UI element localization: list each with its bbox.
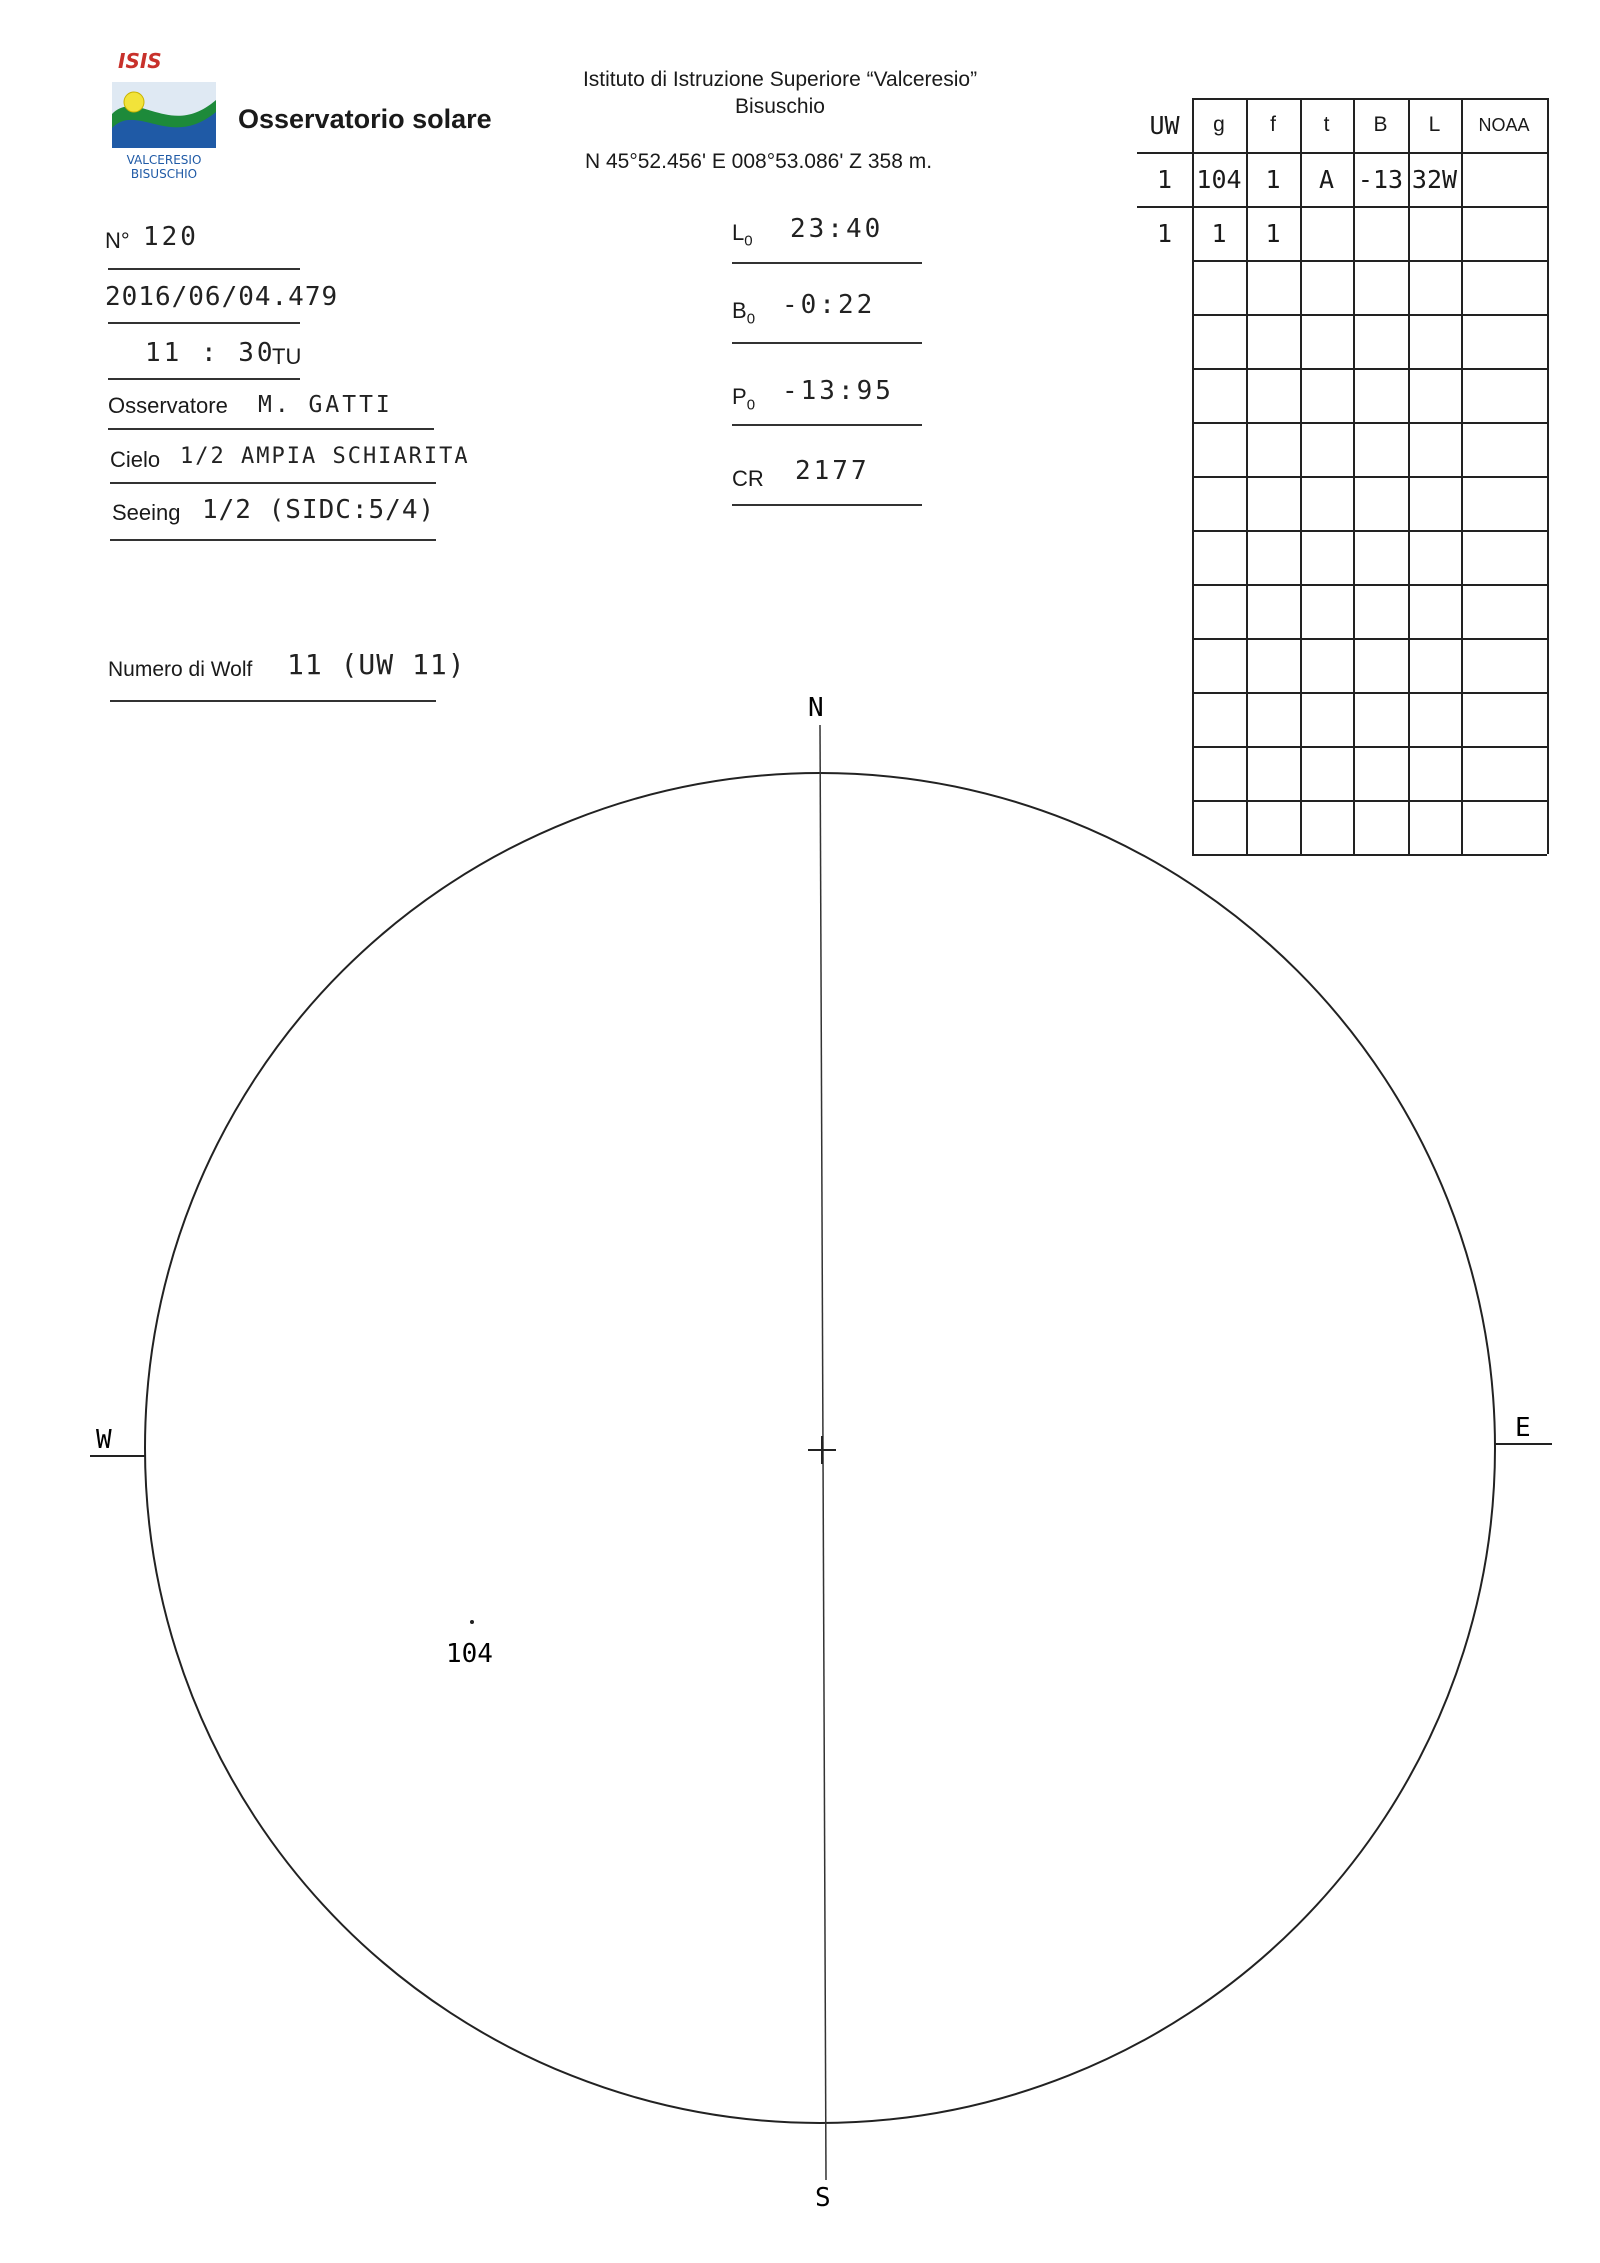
table-total-cell: 1	[1211, 218, 1227, 248]
p0-value: -13:95	[782, 376, 894, 406]
observer-value: M. GATTI	[258, 392, 393, 418]
sunspot-group-104	[470, 1620, 474, 1624]
south-label: S	[815, 2183, 831, 2213]
table-cell: 1	[1156, 164, 1173, 194]
table-header-f: f	[1270, 113, 1276, 136]
seeing-label: Seeing	[112, 500, 181, 525]
north-label: N	[808, 693, 824, 723]
b0-label-text: B	[732, 298, 747, 323]
observatory-coordinates: N 45°52.456' E 008°53.086' Z 358 m.	[585, 150, 933, 173]
table-cell: 104	[1196, 164, 1242, 194]
observation-date: 2016/06/04.479	[105, 282, 339, 312]
solar-disk-outline	[145, 773, 1495, 2123]
sky-value: 1/2 AMPIA SCHIARITA	[180, 444, 470, 469]
table-header-g: g	[1213, 113, 1225, 136]
observer-label: Osservatore	[108, 393, 228, 418]
cr-value: 2177	[795, 456, 870, 486]
table-cell: -13	[1357, 164, 1404, 194]
time-unit: TU	[272, 344, 302, 369]
l0-value: 23:40	[790, 214, 884, 244]
logo-caption-2: BISUSCHIO	[130, 167, 198, 181]
institute-line-2: Bisuschio	[735, 95, 825, 118]
logo-wordmark: ISIS	[118, 52, 162, 73]
number-label: N°	[105, 228, 130, 253]
wolf-value: 11 (UW 11)	[287, 648, 466, 681]
table-header-t: t	[1323, 113, 1330, 136]
logo-caption-1: VALCERESIO	[126, 153, 202, 167]
seeing-value: 1/2 (SIDC:5/4)	[202, 495, 436, 525]
table-cell: 1	[1265, 164, 1281, 194]
table-cell: A	[1318, 164, 1335, 194]
table-cell: 32W	[1411, 164, 1458, 194]
number-value: 120	[143, 222, 199, 252]
table-header-l: L	[1428, 113, 1441, 136]
time-value: 11 : 30	[145, 338, 276, 368]
wolf-label: Numero di Wolf	[108, 658, 253, 681]
west-label: W	[96, 1425, 112, 1455]
table-header-noaa: NOAA	[1478, 114, 1530, 135]
p0-label-sub: 0	[746, 396, 756, 414]
table-total-cell: 1	[1265, 218, 1281, 248]
cr-label: CR	[732, 466, 764, 491]
b0-value: -0:22	[782, 290, 876, 320]
p0-label-text: P	[732, 384, 747, 409]
page-title: Osservatorio solare	[238, 104, 492, 134]
institute-line-1: Istituto di Istruzione Superiore “Valceresio”	[582, 68, 978, 91]
table-header-uw: UW	[1149, 110, 1180, 140]
b0-label-sub: 0	[746, 310, 756, 328]
table-header-b: B	[1373, 113, 1388, 136]
l0-label-sub: 0	[744, 232, 753, 250]
sunspot-group-label: 104	[446, 1639, 493, 1669]
l0-label-text: L	[732, 220, 745, 245]
sky-label: Cielo	[110, 447, 161, 472]
table-total-cell: 1	[1156, 218, 1173, 248]
east-label: E	[1515, 1413, 1531, 1443]
